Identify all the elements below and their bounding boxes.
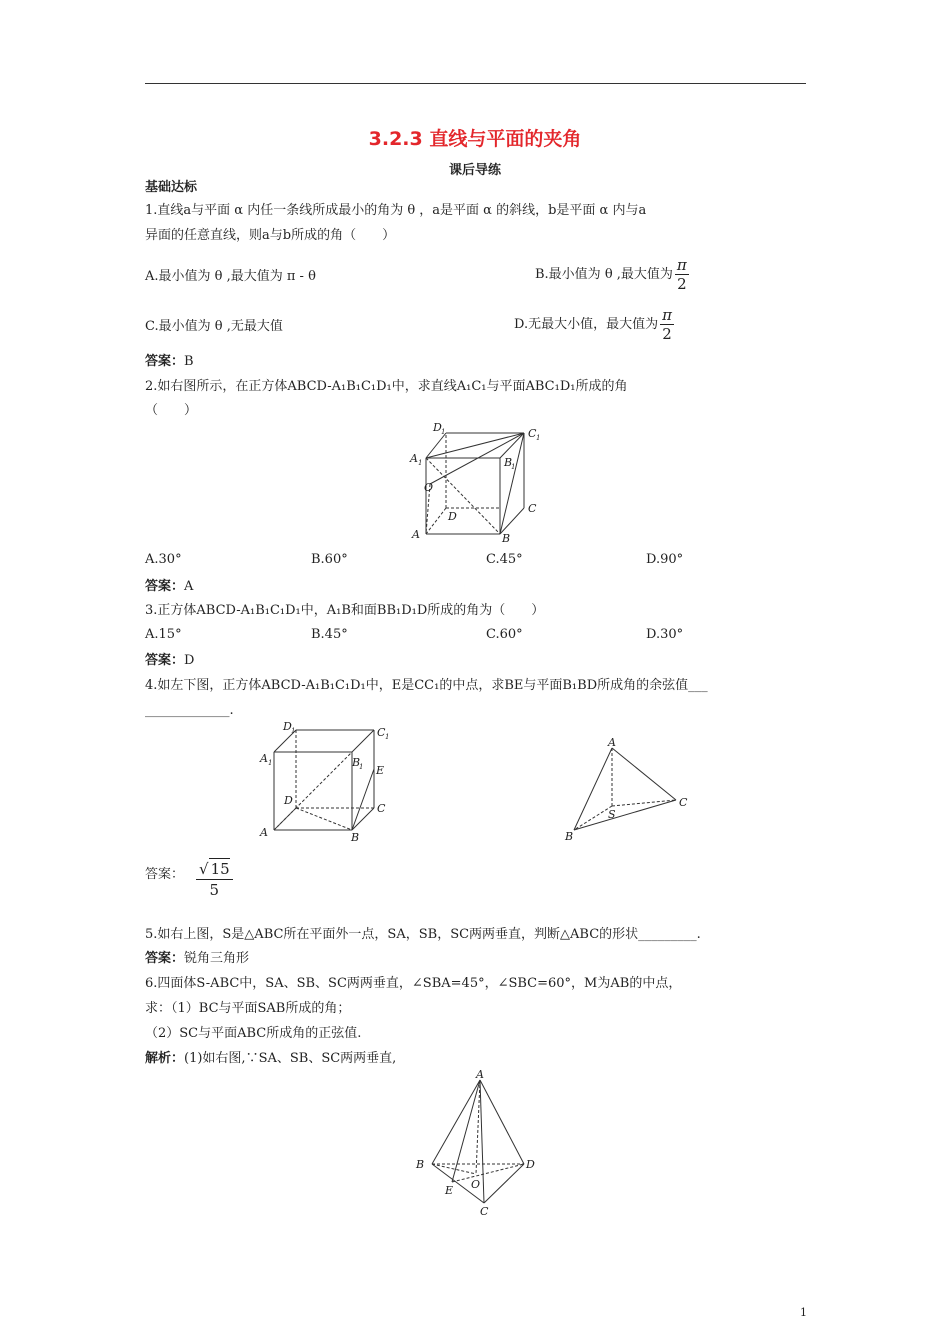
label-c: C [528,502,537,515]
q2-option-b: B.60° [311,552,348,567]
answer-value: 锐角三角形 [184,951,250,966]
label-d1: D [283,720,292,733]
label-d: D [284,794,293,807]
label-e: E [445,1184,454,1197]
label-a: A [412,528,420,541]
label-o: O [424,481,434,494]
q2-stem-line1: 2.如右图所示，在正方体ABCD-A₁B₁C₁D₁中，求直线A₁C₁与平面ABC₁D₁所成的角 [145,379,628,394]
q1-option-a: A.最小值为 θ ,最大值为 π - θ [145,269,316,284]
answer-label: 答案： [145,579,185,594]
label-b: B [565,830,574,843]
pi-over-2-fraction: $\frac{\pi}{2}$ [676,256,687,293]
answer-label: 答案： [145,951,185,966]
analysis-text: (1)如右图,∵SA、SB、SC两两垂直, [184,1051,397,1066]
label-o: O [471,1178,481,1191]
label-a: A [260,826,268,839]
q3-option-d: D.30° [646,627,684,642]
label-sub: 1 [291,727,296,735]
label-b: B [502,532,511,545]
pi-over-2-fraction: $\frac{\pi}{2}$ [662,306,672,343]
label-b: B [351,831,360,844]
answer-value: B [184,354,194,369]
answer-label: 答案： [145,354,185,369]
label-b: B [416,1158,425,1171]
sqrt-radicand: 15 [210,860,230,878]
q1-option-c: C.最小值为 θ ,无最大值 [145,319,283,334]
q3-option-b: B.45° [311,627,348,642]
q1-option-d-text: D.无最大小值，最大值为 [514,317,659,332]
analysis-label: 解析： [145,1051,185,1066]
q4-answer-fraction: √ 15 5 [196,858,233,900]
label-c1: C [528,427,537,440]
label-c: C [679,796,688,809]
q1-option-b-text: B.最小值为 θ ,最大值为 [535,267,673,282]
label-sub: 1 [511,463,516,471]
q2-option-d: D.90° [646,552,684,567]
q2-option-c: C.45° [486,552,523,567]
q1-stem-line1: 1.直线a与平面 α 内任一条线所成最小的角为 θ ，a是平面 α 的斜线，b是平面 α 内与a [145,203,647,218]
label-c1: C [377,726,386,739]
q3-answer [145,652,194,669]
q5-tetrahedron-figure [560,734,700,844]
q2-option-a: A.30° [145,552,182,567]
page-title: 3.2.3 直线与平面的夹角 [368,128,582,150]
q5-stem: 5.如右上图，S是△ABC所在平面外一点，SA，SB，SC两两垂直，判断△ABC的形状_________. [145,927,701,942]
section-heading: 基础达标 [145,180,198,195]
q4-stem-line2: _____________. [145,703,234,718]
q6-stem-line2: 求：（1）BC与平面SAB所成的角； [145,1001,351,1016]
q6-pyramid-figure [408,1066,548,1218]
label-e: E [376,764,385,777]
label-sub: 1 [536,434,541,442]
q4-stem-line1: 4.如左下图，正方体ABCD-A₁B₁C₁D₁中，E是CC₁的中点，求BE与平面B₁BD所成角的余弦值___ [145,678,708,693]
q3-option-c: C.60° [486,627,523,642]
q1-stem-line2: 异面的任意直线，则a与b所成的角（ ） [145,228,396,243]
answer-label: 答案： [145,653,185,668]
q2-stem-line2: （ ） [145,403,198,418]
q4-cube-figure [255,718,395,844]
q2-answer [145,578,193,595]
q6-analysis [145,1050,396,1067]
label-sub: 1 [268,759,273,767]
label-d: D [526,1158,535,1171]
label-d1: D [433,421,442,434]
q1-option-d [514,306,674,343]
page-number: 1 [800,1306,807,1319]
answer-value: D [184,653,195,668]
label-b1: B [352,756,361,769]
q3-stem: 3.正方体ABCD-A₁B₁C₁D₁中，A₁B和面BB₁D₁D所成的角为（ ） [145,603,545,618]
label-a1: A [410,452,418,465]
page-subtitle: 课后导练 [448,163,501,178]
q5-answer [145,950,249,967]
q3-option-a: A.15° [145,627,182,642]
q2-cube-figure [400,418,550,546]
label-b1: B [504,456,513,469]
answer-value: A [184,579,194,594]
q1-option-b [535,256,689,293]
label-s: S [608,808,616,821]
label-c: C [480,1205,489,1218]
q6-stem-line3: （2）SC与平面ABC所成角的正弦值. [145,1026,362,1041]
q6-stem-line1: 6.四面体S-ABC中，SA、SB、SC两两垂直，∠SBA=45°，∠SBC=60°，M为AB的中点， [145,976,682,991]
label-sub: 1 [385,733,390,741]
q4-answer-label: 答案： [145,867,185,882]
label-d: D [448,510,457,523]
label-c: C [377,802,386,815]
q1-answer [145,353,194,370]
label-sub: 1 [359,763,364,771]
label-sub: 1 [418,459,423,467]
label-a: A [608,736,616,749]
label-a: A [476,1068,484,1081]
header-rule [145,83,806,84]
fraction-denominator: 5 [209,881,220,899]
label-sub: 1 [441,428,446,436]
label-a1: A [260,752,268,765]
